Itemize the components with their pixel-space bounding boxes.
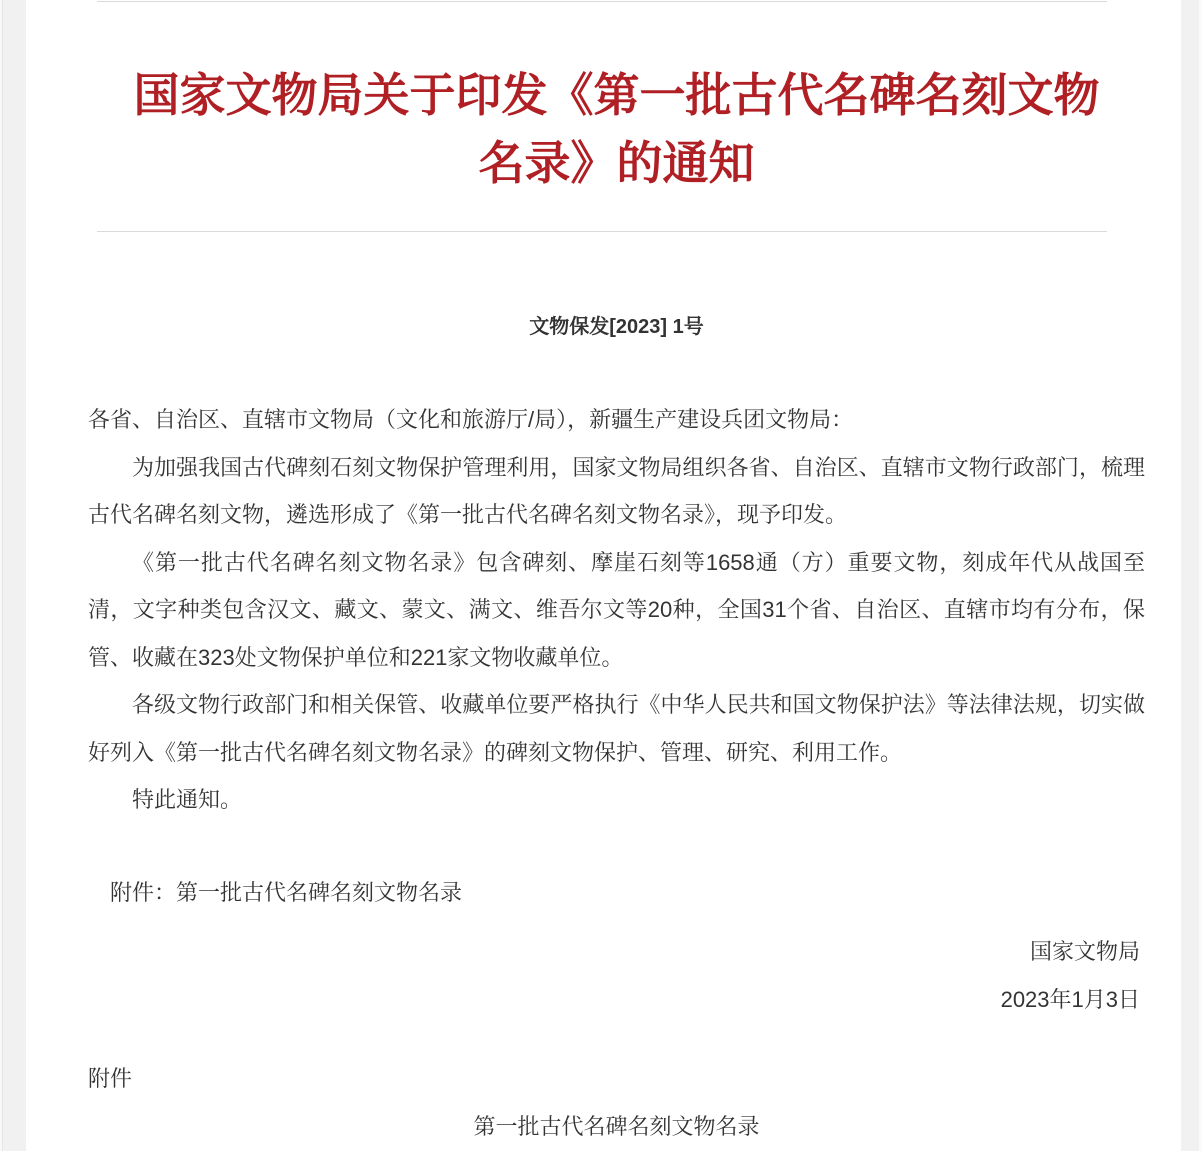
appendix-title: 第一批古代名碑名刻文物名录 <box>473 1113 760 1139</box>
notice-title-line-2: 名录》的通知 <box>478 137 755 189</box>
title-divider <box>97 231 1107 232</box>
top-divider <box>97 1 1107 2</box>
notice-paragraph-3: 各级文物行政部门和相关保管、收藏单位要严格执行《中华人民共和国文物保护法》等法律法规，切实做好列入《第一批古代名碑名刻文物名录》的碑刻文物保护、管理、研究、利用工作。 <box>88 692 1145 765</box>
doc-number: 文物保发[2023] 1号 <box>529 316 704 338</box>
signer-date: 2023年1月3日 <box>1000 986 1140 1012</box>
salutation-line: 各省、自治区、直辖市文物局（文化和旅游厅/局），新疆生产建设兵团文物局： <box>88 407 854 432</box>
appendix-section <box>88 1055 1145 1150</box>
content-sheet <box>26 0 1181 1151</box>
notice-paragraph-1: 为加强我国古代碑刻石刻文物保护管理利用，国家文物局组织各省、自治区、直辖市文物行政部门，梳理古代名碑名刻文物，遴选形成了《第一批古代名碑名刻文物名录》，现予印发。 <box>88 454 1145 527</box>
notice-content <box>88 1 1145 1150</box>
appendix-label: 附件 <box>88 1066 133 1091</box>
notice-paragraph-2: 《第一批古代名碑名刻文物名录》包含碑刻、摩崖石刻等1658通（方）重要文物，刻成年代从战国至清，文字种类包含汉文、藏文、蒙文、满文、维吾尔文等20种，全国31个省、自治区、直辖市均有分布，保管、收藏在323处文物保护单位和221家文物收藏单位。 <box>88 549 1145 670</box>
attachment-line: 附件：第一批古代名碑名刻文物名录 <box>110 879 463 905</box>
notice-title <box>88 61 1145 197</box>
notice-body <box>88 396 1145 824</box>
notice-closing-line: 特此通知。 <box>132 787 243 812</box>
page-gutter-left-line <box>2 0 3 1151</box>
notice-title-line-1: 国家文物局关于印发《第一批古代名碑名刻文物 <box>133 69 1100 121</box>
signature-block <box>88 928 1145 1023</box>
signer-agency: 国家文物局 <box>1029 939 1140 964</box>
